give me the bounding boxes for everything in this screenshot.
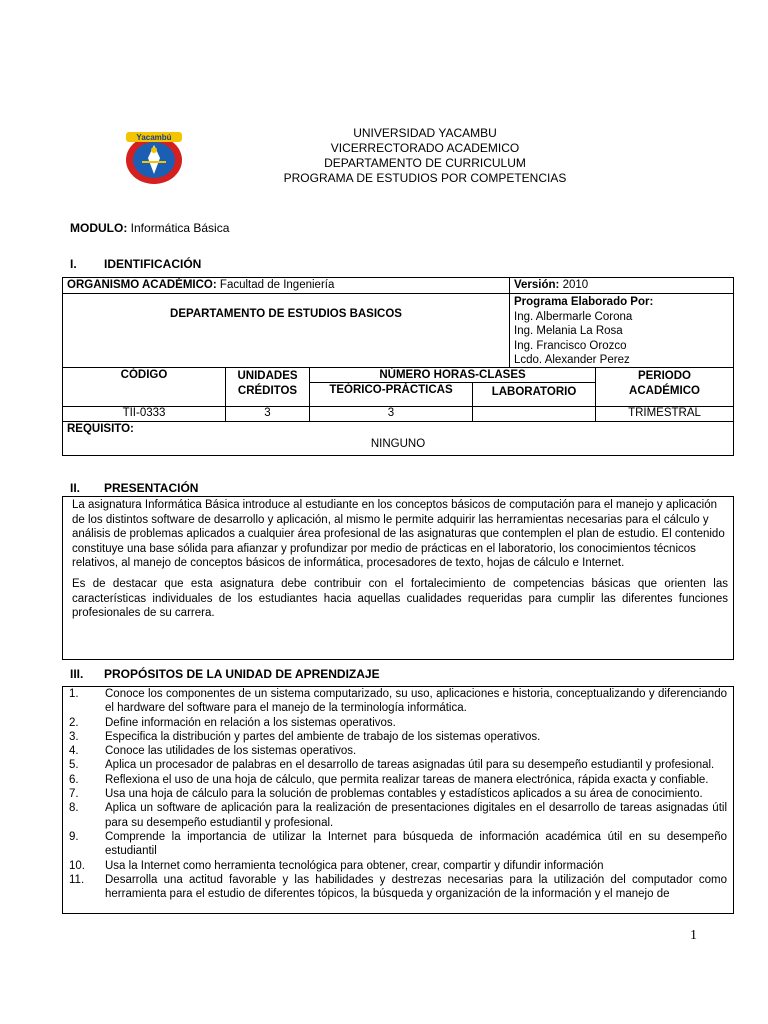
elaborado-label: Programa Elaborado Por: <box>514 296 654 308</box>
organismo-label: ORGANISMO ACADÉMICO: <box>67 279 217 291</box>
col-header-unidades-line2: CRÉDITOS <box>237 384 298 397</box>
page-number: 1 <box>690 928 697 943</box>
value-periodo: TRIMESTRAL <box>595 406 734 422</box>
col-header-teorico: TEÓRICO-PRÁCTICAS <box>309 382 473 407</box>
list-item-text: Aplica un procesador de palabras en el desarrollo de tareas asignadas útil para su desempeño estudiantil y profesional. <box>105 759 715 772</box>
list-item-text: Especifica la distribución y partes del ambiente de trabajo de los sistemas operativos. <box>105 730 541 743</box>
list-item <box>63 801 733 830</box>
list-item-text: Comprende la importancia de utilizar la Internet para búsqueda de información académica útil en su desempeño estudiantil <box>105 830 727 858</box>
logo-text: Yacambú <box>136 133 172 142</box>
requisito-label: REQUISITO: <box>67 423 134 435</box>
value-unidades: 3 <box>225 406 310 422</box>
list-item <box>63 773 733 787</box>
list-item-number: 8. <box>69 802 79 815</box>
list-item-number: 4. <box>69 745 79 758</box>
section-number: II. <box>70 481 81 495</box>
col-header-unidades-line1: UNIDADES <box>237 370 298 382</box>
list-item <box>63 716 733 730</box>
list-item <box>63 787 733 801</box>
header-line-university: UNIVERSIDAD YACAMBU <box>353 126 497 140</box>
value-laboratorio <box>472 406 596 422</box>
list-item-number: 11. <box>69 873 85 886</box>
list-item-number: 9. <box>69 830 79 843</box>
elaborado-author: Ing. Albermarle Corona <box>514 310 633 323</box>
modulo-value: Informática Básica <box>130 221 230 235</box>
list-item <box>63 758 733 772</box>
university-logo <box>120 128 188 188</box>
section-identificacion-heading <box>70 257 201 271</box>
organismo-value: Facultad de Ingeniería <box>219 279 335 291</box>
list-item-text: Desarrolla una actitud favorable y las habilidades y destrezas necesarias para la utilización del computador como herramienta para el estudio de diferentes tópicos, la búsqueda y organización de la información y el manejo de <box>105 873 727 901</box>
elaborado-author: Ing. Melania La Rosa <box>514 325 623 337</box>
requisito-value: NINGUNO <box>370 438 426 450</box>
list-item-number: 5. <box>69 759 79 772</box>
col-header-codigo: CÓDIGO <box>62 367 226 407</box>
modulo-line <box>70 221 229 235</box>
col-header-periodo-line2: ACADÉMICO <box>629 384 700 397</box>
version-value: 2010 <box>562 279 589 291</box>
section-number: I. <box>70 257 77 271</box>
section-number: III. <box>70 667 84 681</box>
value-codigo: TII-0333 <box>62 406 226 422</box>
col-header-periodo <box>595 367 734 407</box>
section-title: IDENTIFICACIÓN <box>104 257 202 271</box>
section-propositos-heading <box>70 667 380 681</box>
section-presentacion-heading <box>70 481 198 495</box>
list-item-text: Conoce los componentes de un sistema computarizado, su uso, aplicaciones e historia, conceptualizando y diferenciando el hardware del software para el manejo de la terminología informática. <box>105 688 727 715</box>
list-item-number: 3. <box>69 730 79 743</box>
elaborado-author: Ing. Francisco Orozco <box>514 339 627 352</box>
list-item-number: 2. <box>69 716 79 729</box>
organismo-cell <box>62 277 510 294</box>
header-line-vicerrectorado: VICERRECTORADO ACADEMICO <box>330 141 520 155</box>
requisito-cell <box>62 421 734 456</box>
version-label: Versión: <box>514 279 560 291</box>
list-item <box>63 730 733 744</box>
list-item-text: Conoce las utilidades de los sistemas operativos. <box>105 745 357 758</box>
list-item <box>63 830 733 859</box>
list-item-number: 10. <box>69 859 85 872</box>
col-header-periodo-line1: PERIODO <box>637 370 692 382</box>
list-item <box>63 687 733 716</box>
departamento-name: DEPARTAMENTO DE ESTUDIOS BASICOS <box>170 308 402 320</box>
list-item-number: 6. <box>69 773 79 786</box>
presentacion-paragraph-2: Es de destacar que esta asignatura debe contribuir con el fortalecimiento de competencias básicas que orienten las características individuales de los estudiantes hacia aquellas cualidades requeridas para cumplir las diferentes funciones profesionales de su carrera. <box>72 578 728 619</box>
col-header-unidades <box>225 367 310 407</box>
list-item <box>63 873 733 902</box>
header-line-programa: PROGRAMA DE ESTUDIOS POR COMPETENCIAS <box>283 171 567 185</box>
value-teorico: 3 <box>309 406 473 422</box>
list-item <box>63 744 733 758</box>
list-item-text: Define información en relación a los sistemas operativos. <box>105 716 396 729</box>
col-header-horas: NÚMERO HORAS-CLASES <box>309 367 596 383</box>
header-line-departamento: DEPARTAMENTO DE CURRICULUM <box>324 156 526 170</box>
propositos-list <box>62 686 734 914</box>
elaborado-cell <box>509 293 734 368</box>
list-item-text: Reflexiona el uso de una hoja de cálculo, que permita realizar tareas de manera electrónica, rápida exacta y confiable. <box>105 773 709 786</box>
list-item-text: Aplica un software de aplicación para la realización de presentaciones digitales en el desarrollo de tareas asignadas útil para su desempeño estudiantil y profesional. <box>105 802 727 829</box>
list-item-number: 7. <box>69 788 79 801</box>
list-item-text: Usa la Internet como herramienta tecnológica para obtener, crear, compartir y difundir información <box>105 859 604 872</box>
document-header <box>200 126 650 186</box>
presentacion-paragraph-1: La asignatura Informática Básica introduce al estudiante en los conceptos básicos de computación para el manejo y aplicación de los distintos software de desarrollo y aplicación, al mismo le permite adquirir las herramientas necesarias para el cálculo y análisis de problemas aplicados a cualquier área profesional de las asignaturas que contemplen el plan de estudio. El contenido constituye una base sólida para afianzar y profundizar por medio de prácticas en el laboratorio, los conocimientos técnicos relativos, al manejo de conceptos básicos de informática, procesadores de texto, hojas de cálculo e Internet. <box>72 499 725 569</box>
elaborado-author: Lcdo. Alexander Perez <box>514 354 630 366</box>
university-seal-icon <box>120 128 188 188</box>
section-title: PRESENTACIÓN <box>104 481 199 495</box>
departamento-cell <box>62 293 510 368</box>
version-cell <box>509 277 734 294</box>
modulo-label: MODULO: <box>70 221 128 235</box>
section-title: PROPÓSITOS DE LA UNIDAD DE APRENDIZAJE <box>104 667 380 681</box>
list-item <box>63 859 733 873</box>
col-header-laboratorio: LABORATORIO <box>472 382 596 407</box>
list-item-text: Usa una hoja de cálculo para la solución de problemas contables y estadísticos aplicados a su área de conocimiento. <box>105 788 703 801</box>
list-item-number: 1. <box>69 688 79 700</box>
